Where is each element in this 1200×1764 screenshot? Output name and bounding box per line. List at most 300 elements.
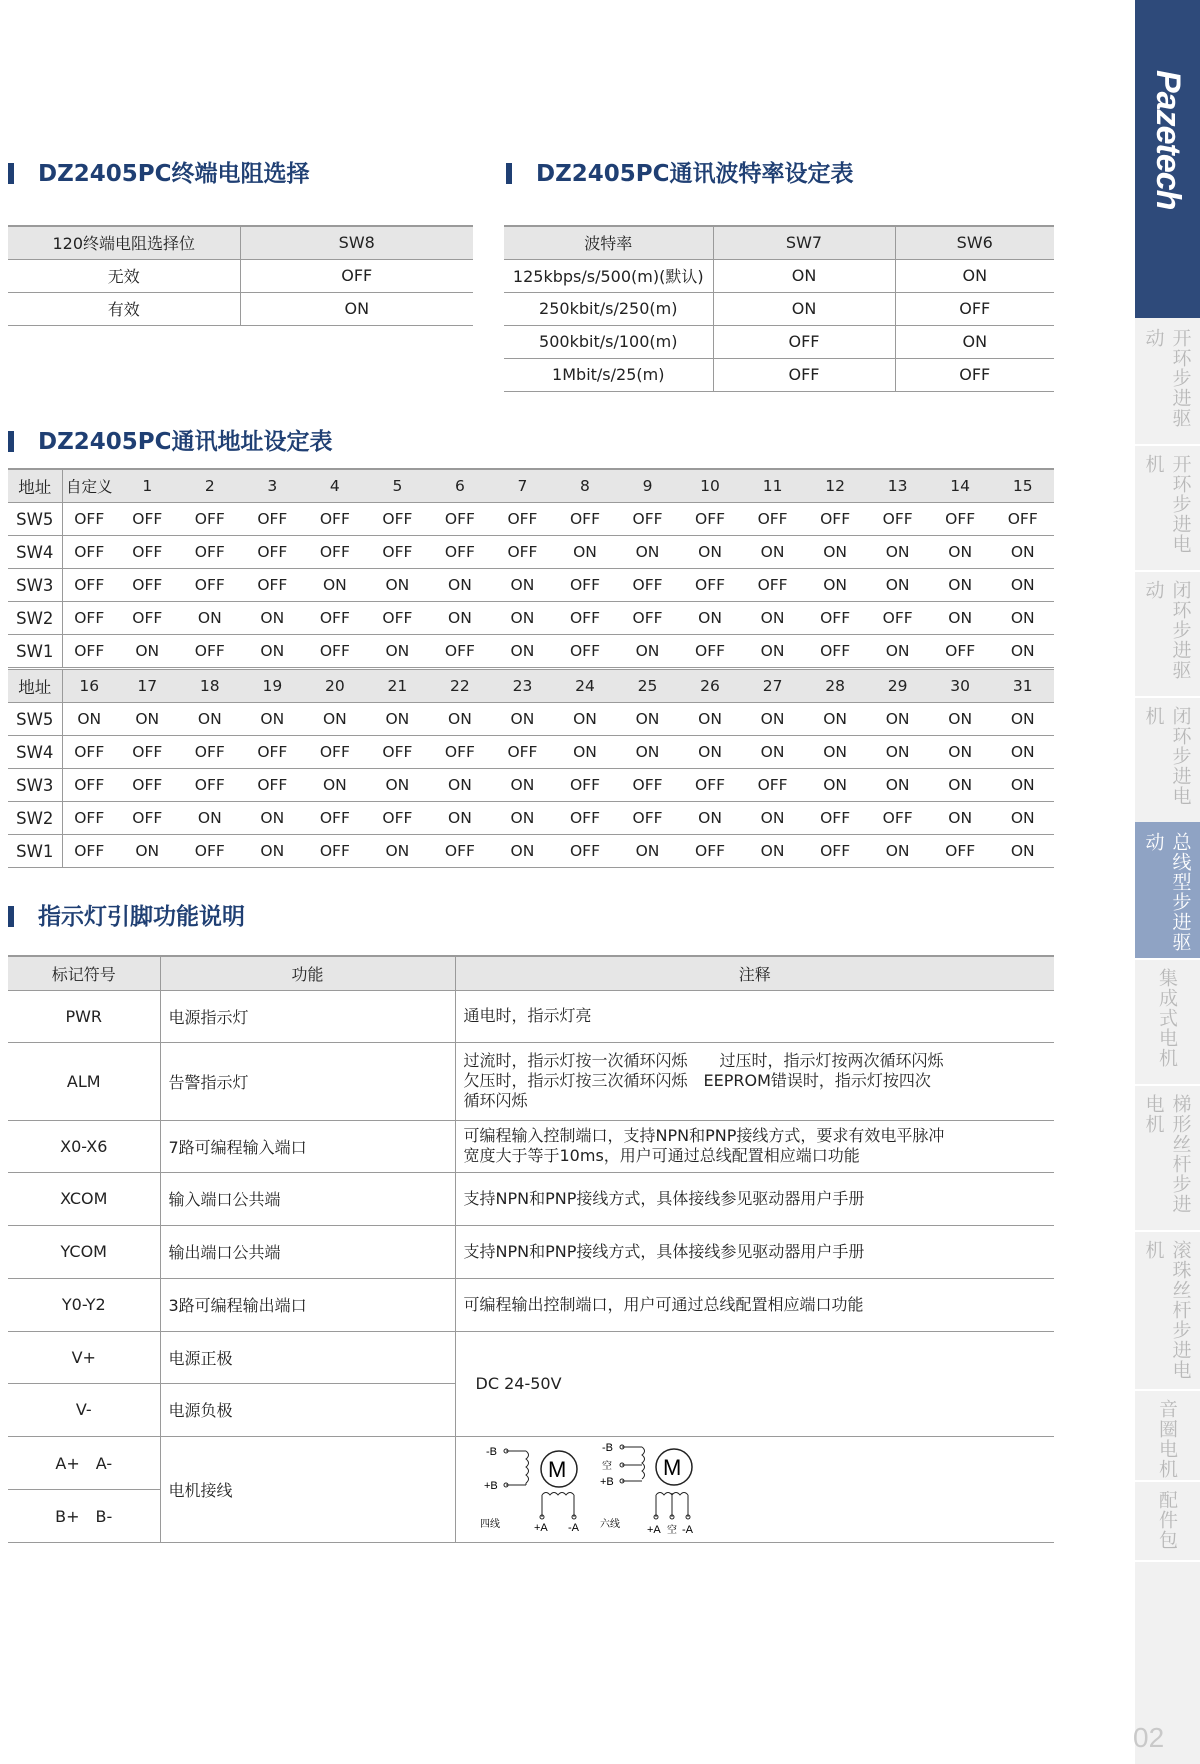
address-header-cell: 17 (116, 669, 179, 703)
switch-state: ON (679, 802, 742, 835)
terminal-header-cell: SW8 (240, 226, 473, 259)
switch-state: OFF (179, 635, 242, 669)
switch-state: OFF (554, 602, 617, 635)
sidebar-item-4[interactable] (1135, 696, 1200, 824)
switch-state: ON (429, 703, 492, 736)
note-line: 支持NPN和PNP接线方式，具体接线参见驱动器用户手册 (463, 1188, 865, 1208)
address-header-cell: 14 (929, 469, 992, 503)
note-line: 欠压时，指示灯按三次循环闪烁 EEPROM错误时，指示灯按四次 (463, 1071, 931, 1090)
switch-state: OFF (741, 569, 804, 602)
switch-state: OFF (616, 569, 679, 602)
address-header-cell: 21 (366, 669, 429, 703)
switch-state: ON (366, 635, 429, 669)
pin-label: 空 (666, 1525, 677, 1536)
address-header-cell: 18 (179, 669, 242, 703)
switch-state: OFF (62, 602, 116, 635)
indicator-symbol: YCOM (8, 1225, 160, 1278)
baud-cell: OFF (895, 292, 1054, 325)
note-line: 可编程输出控制端口，用户可通过总线配置相应端口功能 (463, 1294, 864, 1314)
terminal-cell: OFF (240, 259, 473, 292)
terminal-cell: ON (240, 292, 473, 325)
address-header-cell: 5 (366, 469, 429, 503)
switch-state: OFF (179, 736, 242, 769)
switch-state: OFF (116, 503, 179, 536)
note-line: 可编程输入控制端口，支持NPN和PNP接线方式，要求有效电平脉冲 (463, 1126, 945, 1145)
terminal-resistor-title: DZ2405PC终端电阻选择 (8, 160, 310, 188)
switch-state: ON (929, 602, 992, 635)
switch-state: ON (866, 569, 929, 602)
switch-state: ON (366, 703, 429, 736)
address-header-cell: 2 (179, 469, 242, 503)
switch-state: ON (491, 602, 554, 635)
indicator-function: 电源正极 (160, 1331, 455, 1383)
switch-state: OFF (429, 536, 492, 569)
switch-state: OFF (616, 503, 679, 536)
switch-label: SW2 (8, 802, 62, 835)
motor-a-symbol: A+ A- (8, 1436, 160, 1489)
motor-wiring-diagram (464, 1437, 724, 1537)
address-row (8, 769, 1054, 802)
switch-state: ON (866, 536, 929, 569)
switch-state: OFF (366, 503, 429, 536)
switch-state: ON (241, 802, 304, 835)
address-header-cell: 地址 (8, 469, 62, 503)
switch-state: ON (804, 536, 867, 569)
address-header-cell: 23 (491, 669, 554, 703)
switch-state: ON (679, 703, 742, 736)
indicator-function: 告警指示灯 (160, 1042, 455, 1120)
switch-state: OFF (304, 835, 367, 868)
switch-state: ON (804, 703, 867, 736)
switch-state: OFF (304, 736, 367, 769)
switch-state: ON (929, 802, 992, 835)
switch-state: OFF (554, 569, 617, 602)
indicator-function: 3路可编程输出端口 (160, 1278, 455, 1331)
indicator-symbol: V+ (8, 1331, 160, 1383)
switch-state: ON (866, 736, 929, 769)
indicator-note (455, 990, 1054, 1042)
switch-state: OFF (804, 503, 867, 536)
switch-state: ON (929, 536, 992, 569)
switch-state: ON (929, 569, 992, 602)
switch-label: SW1 (8, 835, 62, 868)
address-row (8, 835, 1054, 868)
switch-state: OFF (429, 835, 492, 868)
wire-type-label: 六线 (599, 1519, 620, 1530)
switch-state: ON (616, 536, 679, 569)
sidebar-item-label: 闭环步进电机 (1142, 706, 1192, 806)
power-voltage-note: DC 24-50V (455, 1331, 1054, 1436)
switch-state: ON (241, 703, 304, 736)
switch-state: ON (991, 536, 1054, 569)
switch-state: ON (929, 769, 992, 802)
indicator-function: 电源指示灯 (160, 990, 455, 1042)
address-header-cell: 地址 (8, 669, 62, 703)
address-header-cell: 25 (616, 669, 679, 703)
switch-label: SW5 (8, 503, 62, 536)
address-header-row (8, 669, 1054, 703)
switch-state: OFF (241, 769, 304, 802)
sidebar-item-9[interactable] (1135, 1389, 1200, 1482)
motor-label: M (547, 1457, 566, 1482)
switch-state: OFF (491, 503, 554, 536)
indicator-header-cell: 注释 (455, 956, 1054, 990)
pin-label: 空 (601, 1461, 612, 1472)
baud-cell: OFF (895, 358, 1054, 391)
switch-label: SW2 (8, 602, 62, 635)
note-line: 循环闪烁 (463, 1091, 528, 1110)
switch-label: SW1 (8, 635, 62, 669)
address-row (8, 602, 1054, 635)
baud-cell: ON (713, 292, 895, 325)
brand-logo: Pazetech (1149, 70, 1187, 210)
sidebar-item-10[interactable] (1135, 1480, 1200, 1562)
baud-rate-table (504, 225, 1054, 392)
address-header-cell: 8 (554, 469, 617, 503)
pin-label: +B (599, 1476, 614, 1488)
switch-state: ON (741, 802, 804, 835)
pin-label: +B (483, 1480, 498, 1492)
switch-state: OFF (62, 835, 116, 868)
switch-state: OFF (304, 536, 367, 569)
baud-cell: ON (895, 259, 1054, 292)
baud-cell: 1Mbit/s/25(m) (504, 358, 713, 391)
pin-label: +A (533, 1522, 548, 1534)
switch-state: ON (804, 769, 867, 802)
sidebar-item-1[interactable] (1135, 318, 1200, 446)
switch-state: OFF (366, 536, 429, 569)
sidebar-item-2[interactable] (1135, 444, 1200, 572)
address-row (8, 736, 1054, 769)
switch-state: ON (491, 703, 554, 736)
switch-state: OFF (554, 503, 617, 536)
address-header-cell: 26 (679, 669, 742, 703)
note-line: 通电时，指示灯亮 (463, 1006, 592, 1025)
switch-label: SW3 (8, 569, 62, 602)
sidebar-item-label: 梯形丝杆步进电机 (1142, 1094, 1192, 1214)
switch-state: ON (679, 736, 742, 769)
switch-state: ON (554, 736, 617, 769)
switch-state: ON (866, 769, 929, 802)
switch-state: ON (429, 802, 492, 835)
switch-state: OFF (616, 769, 679, 802)
pin-label: -B (485, 1446, 497, 1458)
switch-state: OFF (241, 736, 304, 769)
switch-state: ON (929, 703, 992, 736)
indicator-function: 7路可编程输入端口 (160, 1120, 455, 1172)
switch-state: OFF (304, 802, 367, 835)
switch-label: SW3 (8, 769, 62, 802)
switch-state: OFF (741, 769, 804, 802)
switch-state: ON (304, 769, 367, 802)
switch-state: OFF (741, 503, 804, 536)
switch-state: ON (616, 835, 679, 868)
address-header-cell: 15 (991, 469, 1054, 503)
sidebar-item-6[interactable] (1135, 958, 1200, 1086)
switch-state: ON (116, 835, 179, 868)
switch-state: OFF (241, 536, 304, 569)
address-row (8, 536, 1054, 569)
switch-state: ON (179, 602, 242, 635)
sidebar-item-5[interactable] (1135, 822, 1200, 960)
switch-state: OFF (804, 835, 867, 868)
switch-state: ON (929, 736, 992, 769)
switch-state: OFF (116, 536, 179, 569)
switch-state: OFF (241, 503, 304, 536)
switch-state: ON (741, 635, 804, 669)
switch-state: OFF (554, 769, 617, 802)
indicator-symbol: X0-X6 (8, 1120, 160, 1172)
switch-state: ON (429, 769, 492, 802)
switch-state: ON (116, 703, 179, 736)
switch-state: ON (304, 569, 367, 602)
address-header-cell: 6 (429, 469, 492, 503)
switch-state: ON (866, 635, 929, 669)
terminal-cell: 有效 (8, 292, 240, 325)
indicator-note (455, 1042, 1054, 1120)
switch-state: ON (241, 635, 304, 669)
address-header-cell: 19 (241, 669, 304, 703)
switch-state: ON (491, 769, 554, 802)
switch-state: OFF (62, 736, 116, 769)
indicator-function: 输出端口公共端 (160, 1225, 455, 1278)
baud-cell: ON (713, 259, 895, 292)
baud-cell: 250kbit/s/250(m) (504, 292, 713, 325)
terminal-cell: 无效 (8, 259, 240, 292)
motor-label: M (662, 1455, 681, 1480)
switch-state: ON (491, 835, 554, 868)
switch-state: OFF (804, 602, 867, 635)
switch-state: OFF (491, 536, 554, 569)
switch-state: ON (429, 602, 492, 635)
switch-state: OFF (429, 736, 492, 769)
switch-state: ON (741, 703, 804, 736)
switch-state: OFF (62, 802, 116, 835)
switch-state: ON (804, 736, 867, 769)
switch-state: OFF (866, 802, 929, 835)
switch-state: ON (616, 635, 679, 669)
switch-state: OFF (804, 635, 867, 669)
switch-state: OFF (62, 503, 116, 536)
switch-state: OFF (62, 536, 116, 569)
address-header-cell: 30 (929, 669, 992, 703)
address-header-cell: 4 (304, 469, 367, 503)
address-header-cell: 29 (866, 669, 929, 703)
switch-state: ON (741, 602, 804, 635)
switch-state: ON (741, 736, 804, 769)
sidebar-item-3[interactable] (1135, 570, 1200, 698)
baud-header-cell: 波特率 (504, 226, 713, 259)
switch-state: OFF (304, 503, 367, 536)
switch-state: ON (491, 569, 554, 602)
switch-state: OFF (866, 503, 929, 536)
address-header-row (8, 469, 1054, 503)
switch-state: OFF (679, 569, 742, 602)
switch-state: OFF (554, 635, 617, 669)
switch-state: OFF (491, 736, 554, 769)
four-wire-diagram (480, 1446, 580, 1534)
sidebar-item-label: 滚珠丝杆步进电机 (1142, 1240, 1192, 1380)
switch-state: OFF (366, 602, 429, 635)
switch-state: ON (679, 602, 742, 635)
motor-function: 电机接线 (160, 1436, 455, 1542)
switch-state: OFF (554, 802, 617, 835)
switch-state: OFF (116, 736, 179, 769)
switch-state: OFF (179, 769, 242, 802)
terminal-resistor-table (8, 225, 473, 326)
switch-state: OFF (116, 769, 179, 802)
switch-state: ON (179, 802, 242, 835)
address-header-cell: 7 (491, 469, 554, 503)
switch-state: ON (491, 635, 554, 669)
indicator-symbol: Y0-Y2 (8, 1278, 160, 1331)
address-header-cell: 3 (241, 469, 304, 503)
switch-state: OFF (679, 769, 742, 802)
switch-state: OFF (62, 769, 116, 802)
switch-state: ON (991, 736, 1054, 769)
switch-state: ON (991, 802, 1054, 835)
motor-b-symbol: B+ B- (8, 1489, 160, 1542)
switch-state: OFF (116, 802, 179, 835)
switch-state: OFF (179, 835, 242, 868)
switch-state: ON (991, 602, 1054, 635)
sidebar-item-label: 开环步进电机 (1142, 454, 1192, 554)
address-header-cell: 22 (429, 669, 492, 703)
sidebar (1135, 0, 1200, 1764)
address-header-cell: 13 (866, 469, 929, 503)
sidebar-item-label: 集成式电机 (1156, 968, 1178, 1068)
note-line: 过流时，指示灯按一次循环闪烁 过压时，指示灯按两次循环闪烁 (463, 1051, 944, 1070)
indicator-function: 输入端口公共端 (160, 1172, 455, 1225)
address-header-cell: 16 (62, 669, 116, 703)
switch-state: ON (241, 602, 304, 635)
baud-header-cell: SW7 (713, 226, 895, 259)
switch-state: OFF (179, 503, 242, 536)
switch-state: OFF (429, 635, 492, 669)
switch-state: OFF (554, 835, 617, 868)
switch-state: ON (741, 835, 804, 868)
switch-state: ON (616, 736, 679, 769)
switch-state: ON (554, 536, 617, 569)
switch-state: OFF (429, 503, 492, 536)
address-row (8, 569, 1054, 602)
switch-state: OFF (179, 536, 242, 569)
indicator-symbol: PWR (8, 990, 160, 1042)
switch-state: ON (429, 569, 492, 602)
baud-cell: 500kbit/s/100(m) (504, 325, 713, 358)
address-row (8, 802, 1054, 835)
switch-state: OFF (616, 602, 679, 635)
note-line: 宽度大于等于10ms，用户可通过总线配置相应端口功能 (463, 1146, 860, 1165)
switch-state: ON (116, 635, 179, 669)
pin-label: +A (646, 1524, 661, 1536)
indicator-header-cell: 标记符号 (8, 956, 160, 990)
switch-state: OFF (679, 835, 742, 868)
switch-state: ON (741, 536, 804, 569)
switch-state: OFF (991, 503, 1054, 536)
indicator-symbol: V- (8, 1383, 160, 1436)
baud-cell: ON (895, 325, 1054, 358)
switch-state: OFF (62, 569, 116, 602)
switch-state: ON (366, 769, 429, 802)
switch-state: OFF (804, 802, 867, 835)
address-header-cell: 11 (741, 469, 804, 503)
switch-state: OFF (304, 602, 367, 635)
address-header-cell: 12 (804, 469, 867, 503)
switch-state: ON (179, 703, 242, 736)
switch-label: SW4 (8, 736, 62, 769)
address-header-cell: 10 (679, 469, 742, 503)
wire-type-label: 四线 (479, 1519, 500, 1530)
baud-cell: OFF (713, 358, 895, 391)
switch-state: ON (241, 835, 304, 868)
page-number: 02 (1133, 1722, 1165, 1753)
switch-state: ON (491, 802, 554, 835)
switch-state: OFF (866, 602, 929, 635)
switch-state: ON (616, 703, 679, 736)
pin-label: -A (567, 1522, 579, 1534)
switch-state: OFF (366, 736, 429, 769)
switch-state: OFF (304, 635, 367, 669)
pin-label: -B (601, 1442, 613, 1454)
address-row (8, 503, 1054, 536)
switch-state: OFF (366, 802, 429, 835)
switch-state: ON (991, 635, 1054, 669)
switch-state: ON (866, 703, 929, 736)
indicator-symbol: XCOM (8, 1172, 160, 1225)
indicator-table-title: 指示灯引脚功能说明 (8, 903, 245, 931)
switch-state: OFF (929, 503, 992, 536)
address-header-cell: 9 (616, 469, 679, 503)
switch-state: OFF (929, 635, 992, 669)
switch-state: ON (866, 835, 929, 868)
baud-rate-title: DZ2405PC通讯波特率设定表 (506, 160, 854, 188)
baud-cell: OFF (713, 325, 895, 358)
address-header-cell: 自定义 (62, 469, 116, 503)
sidebar-item-label: 开环步进驱动 (1142, 328, 1192, 428)
indicator-note (455, 1120, 1054, 1172)
address-header-cell: 24 (554, 669, 617, 703)
switch-label: SW4 (8, 536, 62, 569)
switch-state: OFF (116, 602, 179, 635)
switch-state: OFF (241, 569, 304, 602)
indicator-header-cell: 功能 (160, 956, 455, 990)
baud-cell: 125kbps/s/500(m)(默认) (504, 259, 713, 292)
switch-state: OFF (116, 569, 179, 602)
sidebar-item-7[interactable] (1135, 1084, 1200, 1232)
indicator-note (455, 1225, 1054, 1278)
baud-header-cell: SW6 (895, 226, 1054, 259)
six-wire-diagram (600, 1442, 694, 1536)
sidebar-item-8[interactable] (1135, 1230, 1200, 1391)
switch-state: ON (554, 703, 617, 736)
switch-state: ON (304, 703, 367, 736)
address-row (8, 703, 1054, 736)
switch-state: ON (991, 703, 1054, 736)
switch-state: OFF (679, 635, 742, 669)
switch-label: SW5 (8, 703, 62, 736)
sidebar-item-label: 配件包 (1156, 1490, 1178, 1550)
switch-state: ON (804, 569, 867, 602)
switch-state: OFF (679, 503, 742, 536)
switch-state: OFF (929, 835, 992, 868)
brand-block (1135, 0, 1200, 318)
switch-state: ON (991, 569, 1054, 602)
address-header-cell: 20 (304, 669, 367, 703)
motor-wiring-cell (455, 1436, 1054, 1542)
switch-state: ON (991, 769, 1054, 802)
pin-label: -A (681, 1524, 693, 1536)
